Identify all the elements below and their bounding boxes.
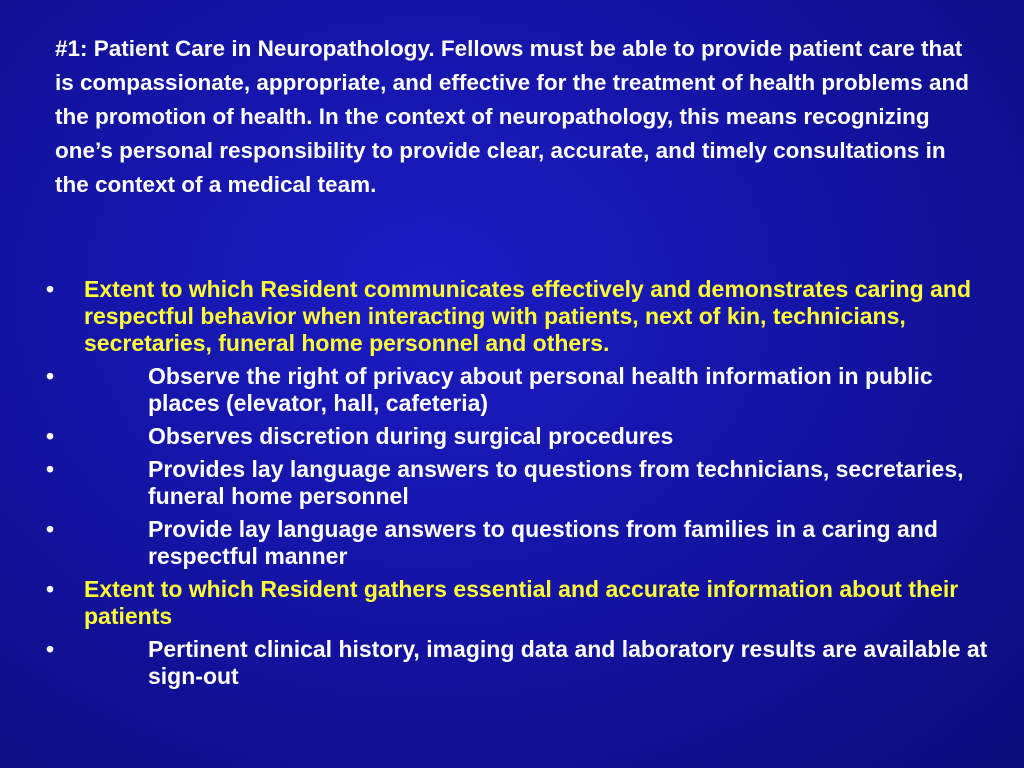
bullet-text: Provide lay language answers to questions from families in a caring and respectful manner — [148, 516, 938, 569]
bullet-item — [40, 516, 990, 570]
bullet-marker: • — [46, 636, 55, 662]
bullet-text: Provides lay language answers to questions from technicians, secretaries, funeral home personnel — [148, 456, 964, 509]
bullet-item — [40, 276, 990, 357]
bullet-marker: • — [46, 363, 55, 389]
bullet-item — [40, 363, 990, 417]
bullet-text: Extent to which Resident communicates effectively and demonstrates caring and respectful behavior when interacting with patients, next of kin, technicians, secretaries, funeral home personnel and others. — [84, 276, 972, 356]
bullet-marker: • — [46, 456, 55, 482]
bullet-text: Extent to which Resident gathers essential and accurate information about their patients — [84, 576, 959, 629]
bullet-text: Pertinent clinical history, imaging data and laboratory results are available at sign-out — [148, 636, 988, 689]
bullet-item — [40, 576, 990, 630]
bullet-text: Observe the right of privacy about personal health information in public places (elevator, hall, cafeteria) — [148, 363, 933, 416]
bullet-list — [40, 276, 990, 696]
bullet-item — [40, 456, 990, 510]
bullet-marker: • — [46, 516, 55, 542]
bullet-item — [40, 423, 990, 450]
bullet-item — [40, 636, 990, 690]
intro-paragraph: #1: Patient Care in Neuropathology. Fellows must be able to provide patient care that is compassionate, appropriate, and effective for the treatment of health problems and the promotion of health. In the context of neuropathology, this means recognizing one’s personal responsibility to provide clear, accurate, and timely consultations in the context of a medical team. — [55, 36, 969, 197]
bullet-marker: • — [46, 276, 55, 302]
bullet-marker: • — [46, 423, 55, 449]
bullet-marker: • — [46, 576, 55, 602]
bullet-text: Observes discretion during surgical procedures — [148, 423, 674, 449]
